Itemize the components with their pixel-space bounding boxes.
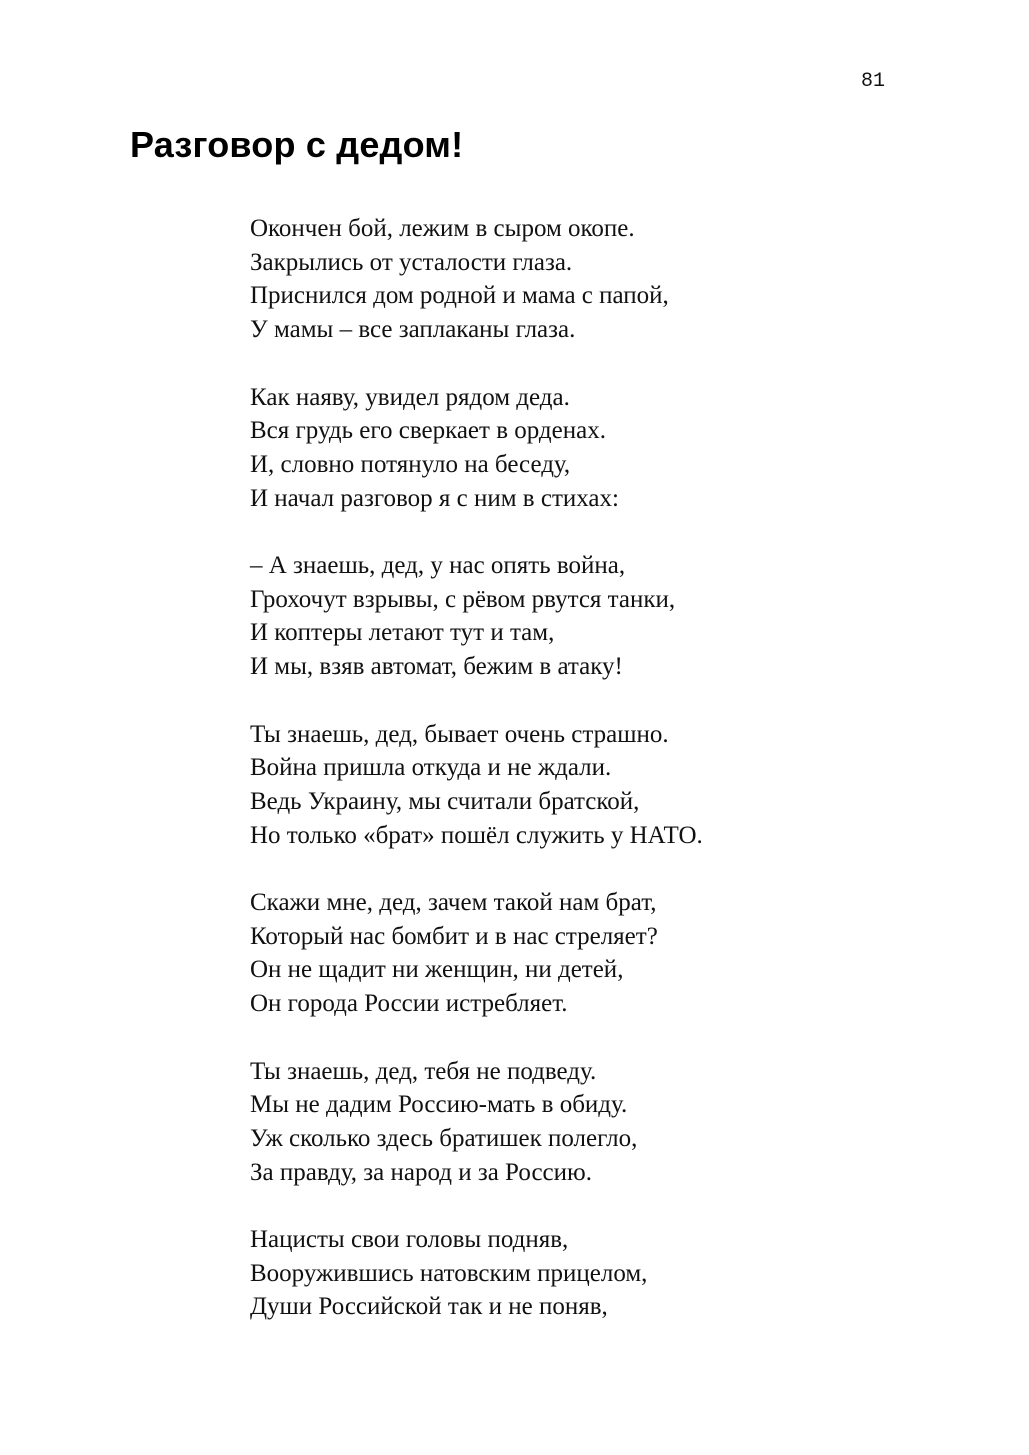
poem-line: Грохочут взрывы, с рёвом рвутся танки, (250, 585, 676, 613)
poem-line: Уж сколько здесь братишек полегло, (250, 1124, 638, 1152)
poem-line: Ведь Украину, мы считали братской, (250, 787, 640, 815)
poem-line: Он не щадит ни женщин, ни детей, (250, 956, 624, 984)
poem-line: Мы не дадим Россию-мать в обиду. (250, 1091, 628, 1119)
poem-line: Нацисты свои головы подняв, (250, 1226, 569, 1253)
poem-line: Вся грудь его сверкает в орденах. (250, 417, 606, 445)
poem-line: Война пришла откуда и не ждали. (250, 754, 612, 782)
poem-line: И коптеры летают тут и там, (250, 619, 555, 647)
poem-line: Он города России истребляет. (250, 990, 568, 1018)
poem-line: За правду, за народ и за Россию. (250, 1158, 592, 1186)
poem-line: И мы, взяв автомат, бежим в атаку! (250, 653, 623, 681)
poem-line: У мамы – все заплаканы глаза. (250, 316, 576, 344)
poem-line: И, словно потянуло на беседу, (250, 450, 571, 478)
poem-title: Разговор с дедом! (130, 124, 464, 165)
poem-line: Скажи мне, дед, зачем такой нам брат, (250, 889, 657, 916)
poem-line: Как наяву, увидел рядом деда. (250, 383, 570, 411)
stanza (250, 381, 703, 516)
poem-line: Ты знаешь, дед, бывает очень страшно. (250, 720, 669, 748)
poem-line: Который нас бомбит и в нас стреляет? (250, 922, 658, 950)
stanza (250, 718, 703, 853)
poem-line: Ты знаешь, дед, тебя не подведу. (250, 1057, 597, 1085)
poem-line: Закрылись от усталости глаза. (250, 248, 573, 276)
poem-line: – А знаешь, дед, у нас опять война, (250, 552, 626, 579)
poem-line: Но только «брат» пошёл служить у НАТО. (250, 821, 703, 849)
stanza (250, 886, 703, 1021)
stanza (250, 549, 703, 684)
stanza (250, 212, 703, 347)
page-number: 81 (861, 70, 886, 93)
poem-line: И начал разговор я с ним в стихах: (250, 484, 619, 512)
poem-line: Души Российской так и не поняв, (250, 1293, 608, 1321)
poem-body (250, 212, 703, 1358)
poem-line: Вооружившись натовским прицелом, (250, 1259, 648, 1287)
stanza (250, 1223, 703, 1324)
stanza (250, 1055, 703, 1190)
poem-line: Окончен бой, лежим в сыром окопе. (250, 215, 635, 242)
poem-line: Приснился дом родной и мама с папой, (250, 282, 669, 310)
